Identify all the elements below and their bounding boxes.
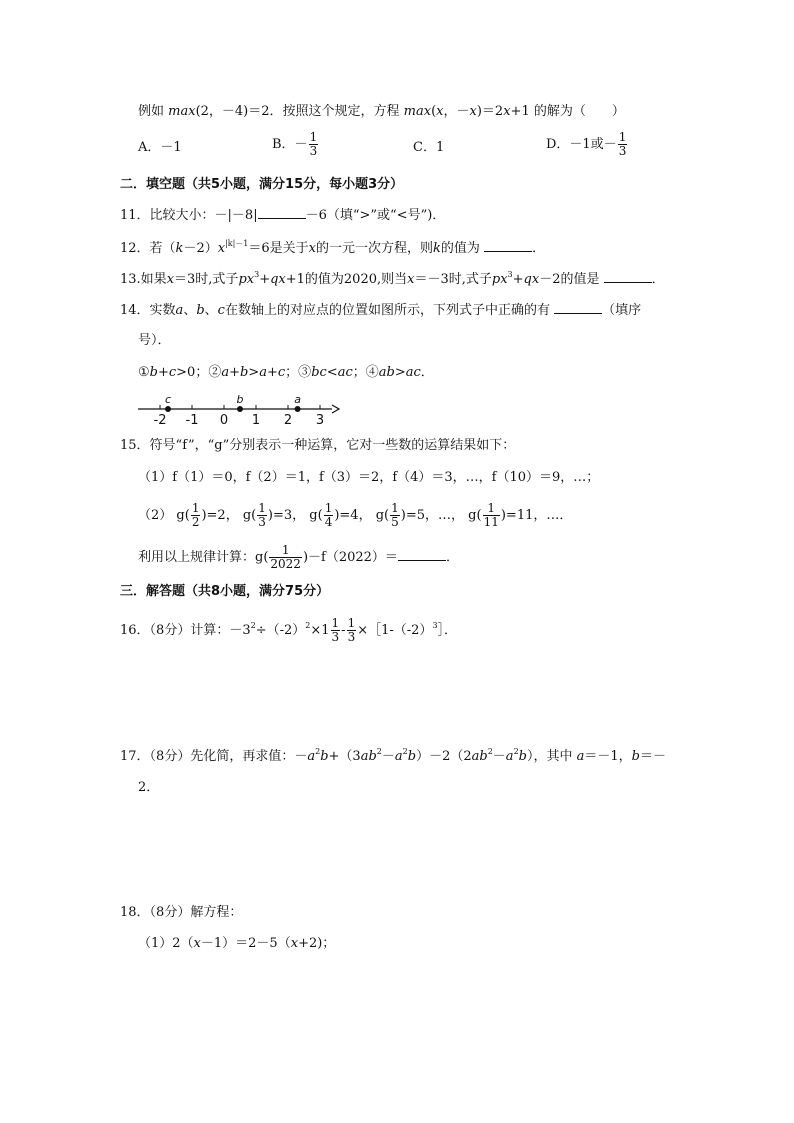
- number-line-point-label-b: b: [236, 393, 244, 406]
- q14-line2: 号）．: [138, 333, 171, 348]
- q15-intro: 15．符号“f”，“g”分别表示一种运算，它对一些数的运算结果如下：: [120, 438, 516, 453]
- q10-option-b: B．－ $\frac{1}{3}$: [272, 130, 318, 158]
- number-line-point-c: [165, 406, 171, 412]
- q12: 12．若$(k-2)x^{|k|-1}=6$是关于x的一元一次方程，则k的值为 ．: [120, 239, 546, 256]
- q17-line2: 2．: [138, 780, 160, 795]
- number-line-point-a: [295, 406, 301, 412]
- number-line-arrow: [332, 405, 339, 413]
- q17-line1: 17．（8分）先化简，再求值：$-a^2b+(3ab^2-a^2b)-2(2ab^2-a^2b)$，其中 a＝－1，b＝－: [120, 747, 667, 764]
- q14-options: ①b+c>0；②a+b>a+c；③bc<ac；④ab>ac．: [138, 365, 434, 380]
- number-line-point-label-c: c: [164, 393, 172, 406]
- q10-option-d: D．－1或－ $\frac{1}{3}$: [546, 130, 627, 158]
- number-line-tick-label: 1: [251, 413, 261, 427]
- number-line-tick-label: 2: [283, 413, 293, 427]
- q18-title: 18．（8分）解方程：: [120, 905, 243, 920]
- q18-part1: （1）2（x－1）＝2－5（x+2)；: [138, 936, 336, 951]
- number-line-point-label-a: a: [294, 393, 301, 406]
- q15-line2: （2） g( $\frac{1}{2}$ )=2， g( $\frac{1}{3}$ )=3， g( $\frac{1}{4}$ )=4， g( $\frac{1}{5}$ )=5，…， g( $\frac{1}{11}$ )=11，…．: [138, 501, 573, 529]
- q10-stem: 例如 max(2，－4)＝2．按照这个规定，方程 max(x，－x)＝2x+1 的解为（ ）: [138, 104, 625, 119]
- answer-blank[interactable]: [258, 206, 306, 219]
- number-line-tick-label: -1: [185, 413, 199, 427]
- number-line-point-b: [237, 406, 243, 412]
- q11: 11．比较大小：－|－8| －6（填“>”或“<号”)．: [120, 208, 446, 223]
- answer-blank[interactable]: [604, 270, 652, 283]
- q15-line1: （1）f（1）＝0，f（2）＝1，f（3）＝2，f（4）＝3，…，f（10）＝9，…；: [138, 470, 600, 485]
- number-line-tick-label: 3: [315, 413, 325, 427]
- answer-blank[interactable]: [554, 301, 602, 314]
- q14-line1: 14．实数a、b、c在数轴上的对应点的位置如图所示，下列式子中正确的有 （填序: [120, 303, 642, 318]
- section-3-title: 三．解答题（共8小题，满分75分）: [120, 584, 330, 599]
- section-2-title: 二．填空题（共5小题，满分15分，每小题3分）: [120, 177, 404, 192]
- number-line-tick-label: 0: [219, 413, 229, 427]
- answer-blank[interactable]: [484, 239, 532, 252]
- q16: 16．（8分）计算：$-3^2\div(-2)^2\times 1$ $\frac{1}{3}$ - $\frac{1}{3}$ $\times[1-(-2)^3]$．: [120, 616, 458, 644]
- number-line-tick-label: -2: [153, 413, 167, 427]
- q13: 13.如果x＝3时,式子$px^3+qx+1$的值为2020,则当x＝－3时,式子$px^3+qx-2$的值是 ．: [120, 270, 665, 287]
- answer-blank[interactable]: [398, 548, 446, 561]
- q15-calc: 利用以上规律计算：g( $\frac{1}{2022}$ )－f（2022）＝ ．: [138, 543, 459, 571]
- number-line-figure: [136, 389, 340, 427]
- q10-option-a: A．－1: [138, 140, 182, 155]
- q10-option-c: C．1: [413, 140, 445, 155]
